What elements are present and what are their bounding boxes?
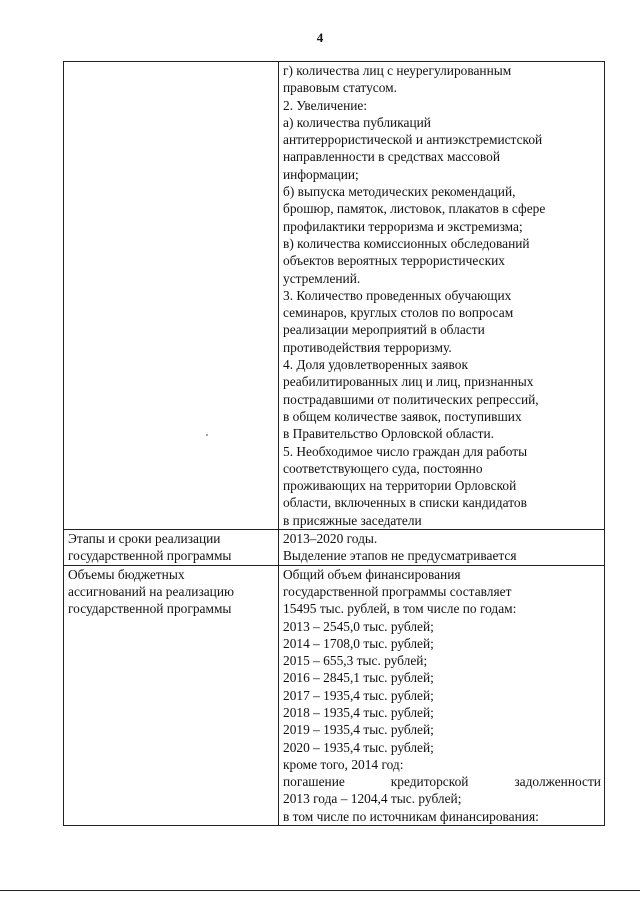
funding-repayment-line [283,773,601,790]
funding-intro-line: 15495 тыс. рублей, в том числе по годам: [283,601,517,617]
text-line: пострадавшими от политических репрессий, [283,391,539,407]
stages-period: 2013–2020 годы. [283,531,378,547]
text-line: 3. Количество проведенных обучающих [283,287,512,303]
text-line: области, включенных в списки кандидатов [283,495,527,511]
text-line: г) количества лиц с неурегулированным [283,63,512,78]
indicators-label-cell [64,62,279,530]
text-line: б) выпуска методических рекомендаций, [283,184,516,200]
program-passport-table [63,61,605,826]
text-line: семинаров, круглых столов по вопросам [283,305,514,321]
funding-value-cell [279,565,605,825]
bottom-rule [0,890,640,891]
funding-row [64,565,605,825]
funding-intro-line: государственной программы составляет [283,583,512,599]
funding-sources: в том числе по источникам финансирования: [283,808,539,824]
text-line: правовым статусом. [283,80,398,96]
stages-value-cell [279,530,605,566]
funding-label-line: государственной программы [68,601,232,617]
text-line: 2. Увеличение: [283,97,368,113]
indicators-value-cell [279,62,605,530]
text-line: реализации мероприятий в области [283,322,485,338]
repayment-word: кредиторской [390,774,469,790]
funding-year-line: 2015 – 655,3 тыс. рублей; [283,653,428,669]
funding-year-line: 2018 – 1935,4 тыс. рублей; [283,704,434,720]
funding-label-line: Объемы бюджетных [68,566,185,582]
funding-year-line: 2013 – 2545,0 тыс. рублей; [283,618,434,634]
text-line: направленности в средствах массовой [283,149,500,165]
text-line: профилактики терроризма и экстремизма; [283,218,523,234]
funding-intro-line: Общий объем финансирования [283,566,461,582]
funding-repayment-tail: 2013 года – 1204,4 тыс. рублей; [283,791,462,807]
text-line: информации; [283,166,359,182]
stages-label-line: государственной программы [68,548,232,564]
text-line: в Правительство Орловской области. [283,426,495,442]
text-line: устремлений. [283,270,361,286]
text-line: реабилитированных лиц и лиц, признанных [283,374,534,390]
page-number: 4 [316,30,324,45]
stages-note: Выделение этапов не предусматривается [283,548,517,564]
text-line: объектов вероятных террористических [283,253,505,269]
text-line: в присяжные заседатели [283,512,422,528]
funding-year-line: 2014 – 1708,0 тыс. рублей; [283,635,434,651]
text-line: антитеррористической и антиэкстремистской [283,132,543,148]
text-line: а) количества публикаций [283,114,431,130]
stages-row [64,530,605,566]
repayment-word: задолженности [514,774,601,790]
stages-label-cell [64,530,279,566]
funding-besides: кроме того, 2014 год: [283,756,404,772]
text-line: соответствующего суда, постоянно [283,460,483,476]
repayment-word: погашение [283,774,345,790]
text-line: проживающих на территории Орловской [283,478,517,494]
stages-label-line: Этапы и сроки реализации [68,531,221,547]
text-line: в общем количестве заявок, поступивших [283,408,522,424]
text-line: 4. Доля удовлетворенных заявок [283,357,468,373]
funding-year-line: 2016 – 2845,1 тыс. рублей; [283,670,434,686]
text-line: противодействия терроризму. [283,339,452,355]
indicators-row [64,62,605,530]
funding-label-line: ассигнований на реализацию [68,583,235,599]
text-line: брошюр, памяток, листовок, плакатов в сфере [283,201,546,217]
text-line: 5. Необходимое число граждан для работы [283,443,528,459]
funding-year-line: 2020 – 1935,4 тыс. рублей; [283,739,434,755]
funding-year-line: 2019 – 1935,4 тыс. рублей; [283,722,434,738]
funding-label-cell [64,565,279,825]
text-line: в) количества комиссионных обследований [283,235,530,251]
funding-year-line: 2017 – 1935,4 тыс. рублей; [283,687,434,703]
